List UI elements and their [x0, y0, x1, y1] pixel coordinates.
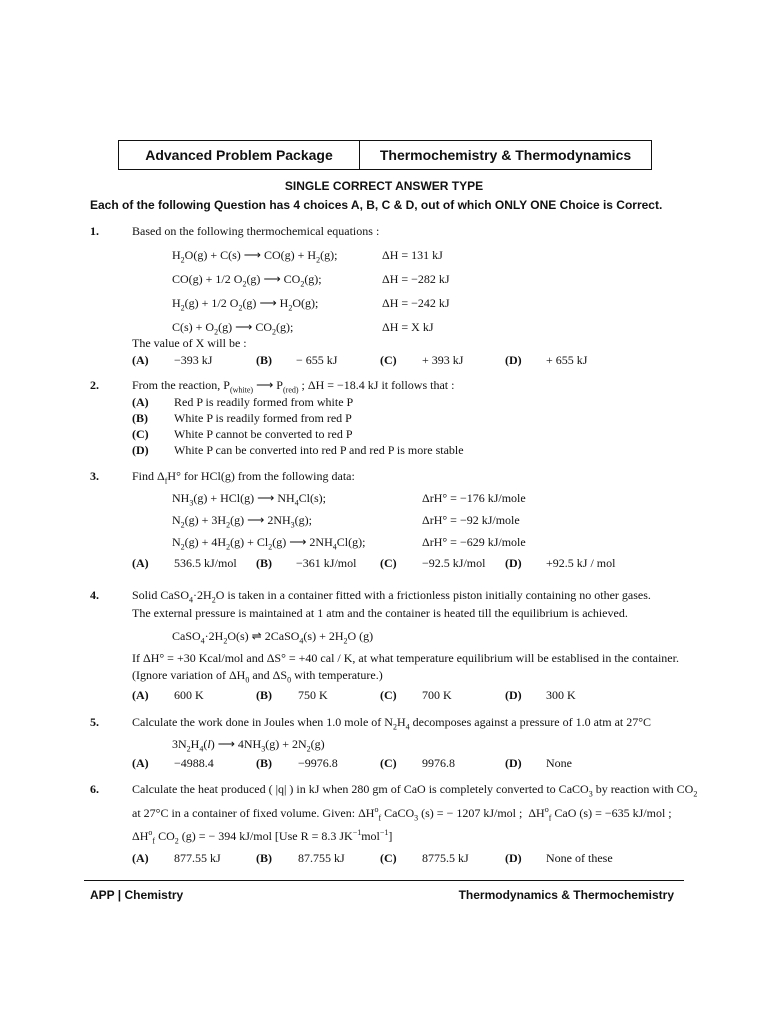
q6-number: 6.	[90, 782, 99, 796]
q1-eq4-dh: ΔH = X kJ	[382, 320, 434, 334]
instructions: Each of the following Question has 4 choices A, B, C & D, out of which ONLY ONE Choice is Correct.	[90, 198, 663, 212]
q1-option-b: − 655 kJ	[296, 353, 338, 367]
q1-option-d: + 655 kJ	[546, 353, 588, 367]
q2-stem-tail: ; ΔH = −18.4 kJ it follows that :	[301, 378, 455, 392]
q3-option-c: −92.5 kJ/mol	[422, 556, 486, 570]
q6-option-d: None of these	[546, 851, 613, 865]
q5-option-d-label: (D)	[505, 756, 522, 770]
q4-option-c-label: (C)	[380, 688, 397, 702]
q2-option-b: White P is readily formed from red P	[174, 411, 352, 425]
q1-tail: The value of X will be :	[132, 336, 247, 350]
footer-divider	[84, 880, 684, 881]
q5-option-d: None	[546, 756, 572, 770]
q4-option-b-label: (B)	[256, 688, 272, 702]
q1-option-b-label: (B)	[256, 353, 272, 367]
q5-equation: $3N_2H_4(l)$ ⟶ $4NH_3(g) + 2N_2(g)$	[172, 737, 325, 754]
q1-eq2: CO(g) + 1/2 $O_2(g)$ ⟶ $CO_2(g)$;	[172, 272, 322, 289]
q6-option-a: 877.55 kJ	[174, 851, 221, 865]
q4-line1: Solid $CaSO_4\cdot 2H_2O$ is taken in a container fitted with a frictionless piston initially containing no other gases.	[132, 588, 651, 605]
q1-eq2-dh: ΔH = −282 kJ	[382, 272, 450, 286]
footer-left: APP | Chemistry	[90, 888, 184, 902]
q1-option-c: + 393 kJ	[422, 353, 464, 367]
q6-line2: at 27°C in a container of fixed volume. Given: $\Delta H^o_f$ CaCO$_3$ (s) = − 1207 kJ/mol ; $\Delta H^o_f$ CaO (s) = −635 kJ/mol ;	[132, 805, 672, 823]
q6-option-a-label: (A)	[132, 851, 149, 865]
q6-option-b-label: (B)	[256, 851, 272, 865]
q3-eq1: $NH_3(g) + HCl(g)$ ⟶ $NH_4Cl(s)$;	[172, 491, 326, 508]
q3-option-c-label: (C)	[380, 556, 397, 570]
q1-eq3: $H_2(g) + 1/2$ $O_2(g)$ ⟶ $H_2O(g)$;	[172, 296, 319, 313]
q5-option-a-label: (A)	[132, 756, 149, 770]
q2-option-c-label: (C)	[132, 427, 149, 441]
q5-option-b-label: (B)	[256, 756, 272, 770]
q3-number: 3.	[90, 469, 99, 483]
q3-eq1-dh: ΔrH° = −176 kJ/mole	[422, 491, 526, 505]
q2-stem: From the reaction, $P_{(white)}$ ⟶ $P_{(red)}$ ; ΔH = −18.4 kJ it follows that :	[132, 378, 455, 395]
q1-option-a-label: (A)	[132, 353, 149, 367]
q1-number: 1.	[90, 224, 99, 238]
header-box	[118, 140, 652, 170]
q4-line3: If ΔH° = +30 Kcal/mol and ΔS° = +40 cal / K, at what temperature equilibrium will be establised in the container.	[132, 651, 679, 665]
q3-eq3-dh: ΔrH° = −629 kJ/mole	[422, 535, 526, 549]
q3-option-b: −361 kJ/mol	[296, 556, 357, 570]
q4-number: 4.	[90, 588, 99, 602]
q6-option-c-label: (C)	[380, 851, 397, 865]
q5-stem: Calculate the work done in Joules when 1.0 mole of $N_2H_4$ decomposes against a pressure of 1.0 atm at 27°C	[132, 715, 652, 732]
q2-option-b-label: (B)	[132, 411, 148, 425]
q4-option-a-label: (A)	[132, 688, 149, 702]
q3-option-d-label: (D)	[505, 556, 522, 570]
q1-eq1: $H_2O(g) + C(s)$ ⟶ $CO(g) + H_2(g)$;	[172, 248, 338, 265]
footer-right: Thermodynamics & Thermochemistry	[458, 888, 674, 902]
q6-line1: Calculate the heat produced ( |q| ) in kJ when 280 gm of CaO is completely converted to CaCO$_3$ by reaction with $CO_2$	[132, 782, 698, 799]
q1-option-c-label: (C)	[380, 353, 397, 367]
q5-option-c-label: (C)	[380, 756, 397, 770]
q6-line3: $\Delta H^o_f$ $CO_2$ (g) = − 394 kJ/mol [Use R = 8.3 $JK^{-1}mol^{-1}$]	[132, 828, 393, 846]
q4-option-d: 300 K	[546, 688, 576, 702]
q5-option-c: 9976.8	[422, 756, 455, 770]
q3-eq2-dh: ΔrH° = −92 kJ/mole	[422, 513, 520, 527]
chapter-title: Thermochemistry & Thermodynamics	[379, 147, 632, 163]
q3-option-a: 536.5 kJ/mol	[174, 556, 237, 570]
q1-eq3-dh: ΔH = −242 kJ	[382, 296, 450, 310]
q1-option-d-label: (D)	[505, 353, 522, 367]
q3-stem: Find $\Delta_fH^\circ$ for HCl(g) from the following data:	[132, 469, 355, 486]
q3-eq2: $N_2(g) + 3H_2(g)$ ⟶ $2NH_3(g)$;	[172, 513, 312, 530]
q3-option-b-label: (B)	[256, 556, 272, 570]
q1-stem: Based on the following thermochemical equations :	[132, 224, 380, 238]
q4-option-b: 750 K	[298, 688, 328, 702]
q5-number: 5.	[90, 715, 99, 729]
q5-option-b: −9976.8	[298, 756, 338, 770]
section-title: SINGLE CORRECT ANSWER TYPE	[284, 179, 484, 193]
q5-option-a: −4988.4	[174, 756, 214, 770]
q2-option-a: Red P is readily formed from white P	[174, 395, 354, 409]
package-title: Advanced Problem Package	[119, 141, 360, 169]
q4-option-a: 600 K	[174, 688, 204, 702]
q1-eq1-dh: ΔH = 131 kJ	[382, 248, 443, 262]
q3-eq3: $N_2(g) + 4H_2(g) + Cl_2(g)$ ⟶ $2NH_4Cl(g)$;	[172, 535, 366, 552]
q3-option-d: +92.5 kJ / mol	[546, 556, 616, 570]
q1-eq4: $C(s) + O_2(g)$ ⟶ $CO_2(g)$;	[172, 320, 294, 337]
q3-option-a-label: (A)	[132, 556, 149, 570]
q6-option-d-label: (D)	[505, 851, 522, 865]
q2-option-d: White P can be converted into red P and red P is more stable	[174, 443, 464, 457]
q4-equation: $CaSO_4\cdot 2H_2O(s)$ ⇌ 2CaSO$_4$(s) + $2H_2O$ (g)	[172, 629, 374, 646]
q6-option-b: 87.755 kJ	[298, 851, 345, 865]
q2-option-d-label: (D)	[132, 443, 149, 457]
q1-option-a: −393 kJ	[174, 353, 213, 367]
q4-option-d-label: (D)	[505, 688, 522, 702]
q4-line4: (Ignore variation of $\Delta H_0$ and $\Delta S_0$ with temperature.)	[132, 668, 383, 685]
q2-option-c: White P cannot be converted to red P	[174, 427, 353, 441]
q6-option-c: 8775.5 kJ	[422, 851, 469, 865]
q4-line2: The external pressure is maintained at 1 atm and the container is heated till the equilibrium is achieved.	[132, 606, 628, 620]
q4-option-c: 700 K	[422, 688, 452, 702]
q2-number: 2.	[90, 378, 99, 392]
q2-option-a-label: (A)	[132, 395, 149, 409]
